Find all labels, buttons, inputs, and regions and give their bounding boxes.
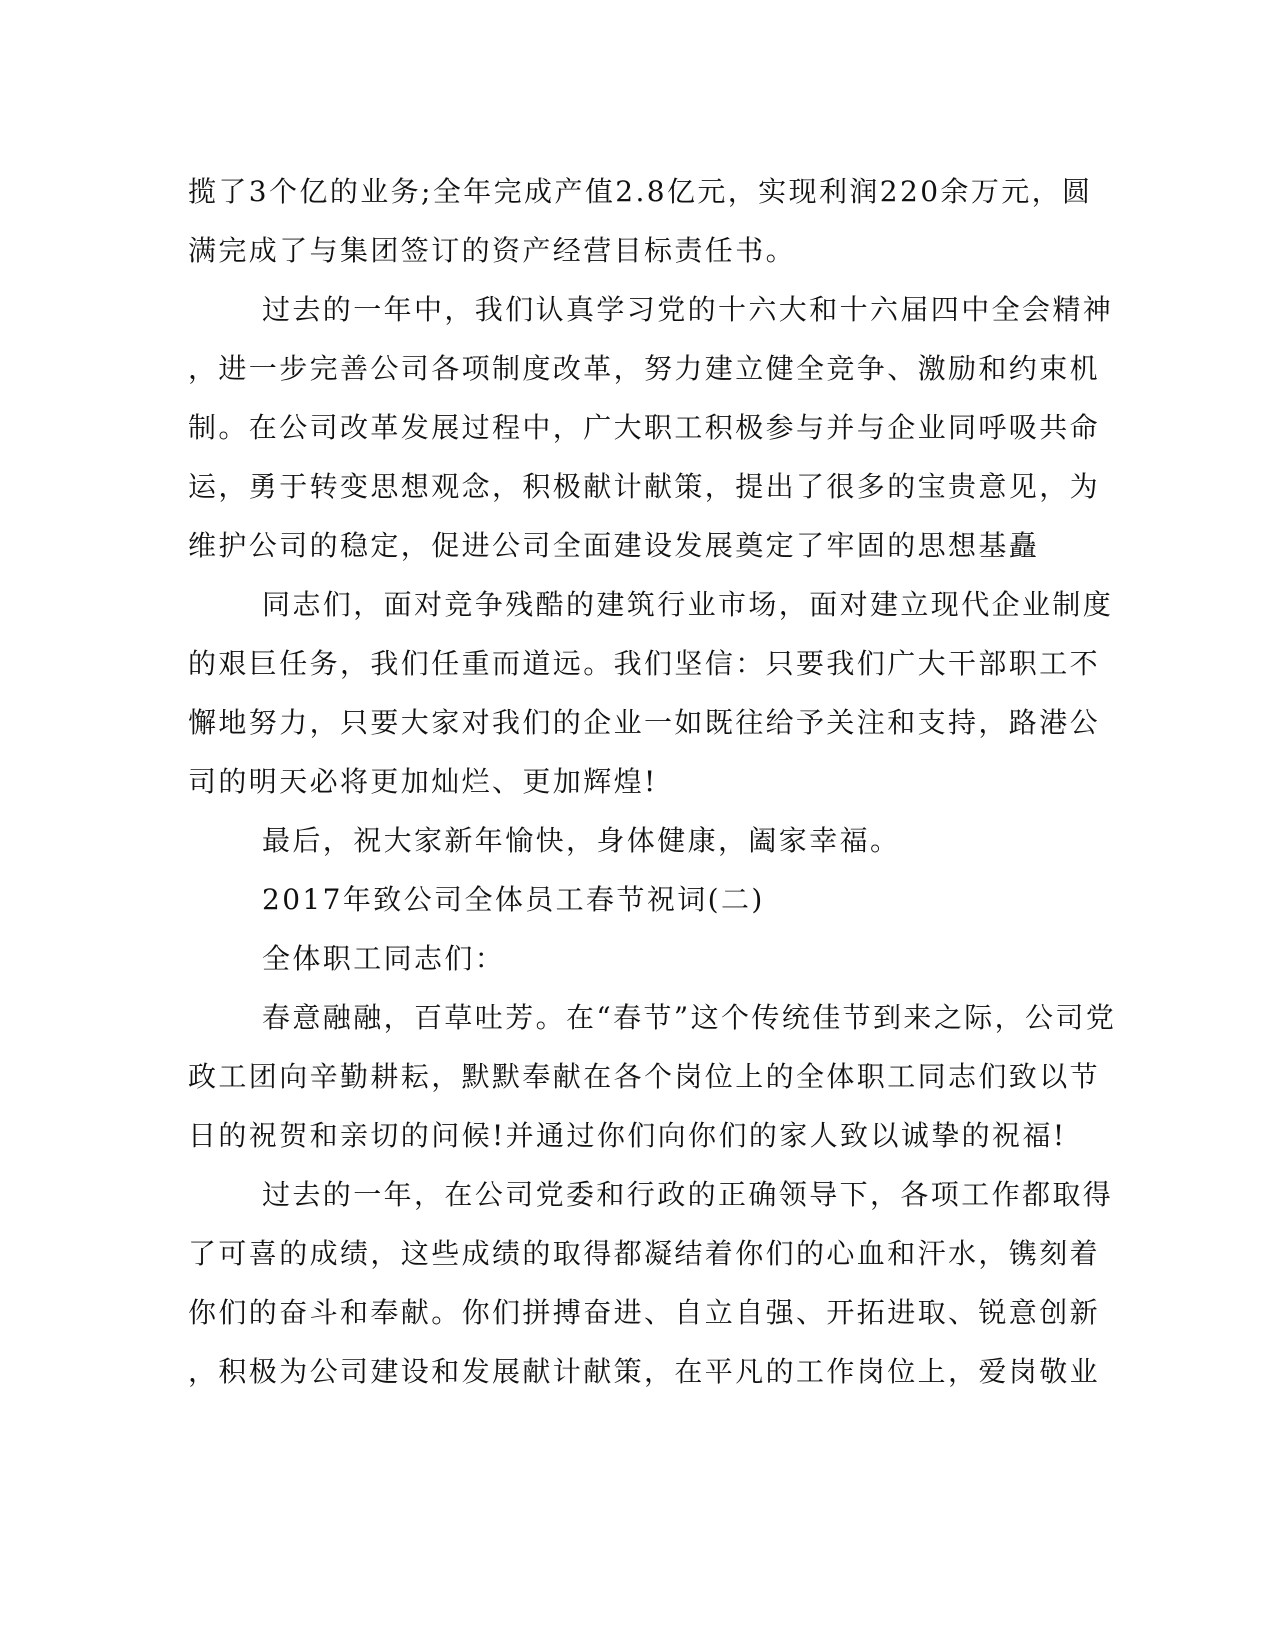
paragraph-p5: [188, 870, 1088, 929]
text-line: 揽了3个亿的业务;全年完成产值2.8亿元，实现利润220余万元，圆: [188, 175, 1093, 208]
text-line: ，进一步完善公司各项制度改革，努力建立健全竞争、激励和约束机: [188, 352, 1101, 385]
text-line: 过去的一年中，我们认真学习党的十六大和十六届四中全会精神: [262, 293, 1114, 326]
document-body: [188, 162, 1117, 1401]
text-line: 最后，祝大家新年愉快，身体健康，阖家幸福。: [262, 824, 901, 857]
paragraph-p2: [188, 280, 1114, 575]
paragraph-p4: [188, 811, 1088, 870]
text-line: 你们的奋斗和奉献。你们拼搏奋进、自立自强、开拓进取、锐意创新: [188, 1296, 1101, 1329]
text-line: 过去的一年，在公司党委和行政的正确领导下，各项工作都取得: [262, 1178, 1114, 1211]
text-line: 同志们，面对竞争残酷的建筑行业市场，面对建立现代企业制度: [262, 588, 1114, 621]
text-line: 运，勇于转变思想观念，积极献计献策，提出了很多的宝贵意见，为: [188, 470, 1101, 503]
paragraph-p6: [188, 929, 1088, 988]
text-line: 制。在公司改革发展过程中，广大职工积极参与并与企业同呼吸共命: [188, 411, 1101, 444]
paragraph-p7: [188, 988, 1117, 1165]
text-line: 了可喜的成绩，这些成绩的取得都凝结着你们的心血和汗水，镌刻着: [188, 1237, 1101, 1270]
paragraph-p8: [188, 1165, 1114, 1401]
paragraph-p1: [188, 162, 1093, 280]
text-line: 全体职工同志们：: [262, 942, 506, 975]
text-line: 2017年致公司全体员工春节祝词(二): [262, 883, 765, 916]
text-line: 懈地努力，只要大家对我们的企业一如既往给予关注和支持，路港公: [188, 706, 1101, 739]
text-line: 维护公司的稳定，促进公司全面建设发展奠定了牢固的思想基矗: [188, 529, 1040, 562]
text-line: 日的祝贺和亲切的问候!并通过你们向你们的家人致以诚挚的祝福!: [188, 1119, 1067, 1152]
text-line: 满完成了与集团签订的资产经营目标责任书。: [188, 234, 797, 267]
text-line: 春意融融，百草吐芳。在“春节”这个传统佳节到来之际，公司党: [262, 1001, 1117, 1034]
text-line: 司的明天必将更加灿烂、更加辉煌!: [188, 765, 658, 798]
text-line: 的艰巨任务，我们任重而道远。我们坚信：只要我们广大干部职工不: [188, 647, 1101, 680]
text-line: ，积极为公司建设和发展献计献策，在平凡的工作岗位上，爱岗敬业: [188, 1355, 1101, 1388]
text-line: 政工团向辛勤耕耘，默默奉献在各个岗位上的全体职工同志们致以节: [188, 1060, 1101, 1093]
paragraph-p3: [188, 575, 1114, 811]
